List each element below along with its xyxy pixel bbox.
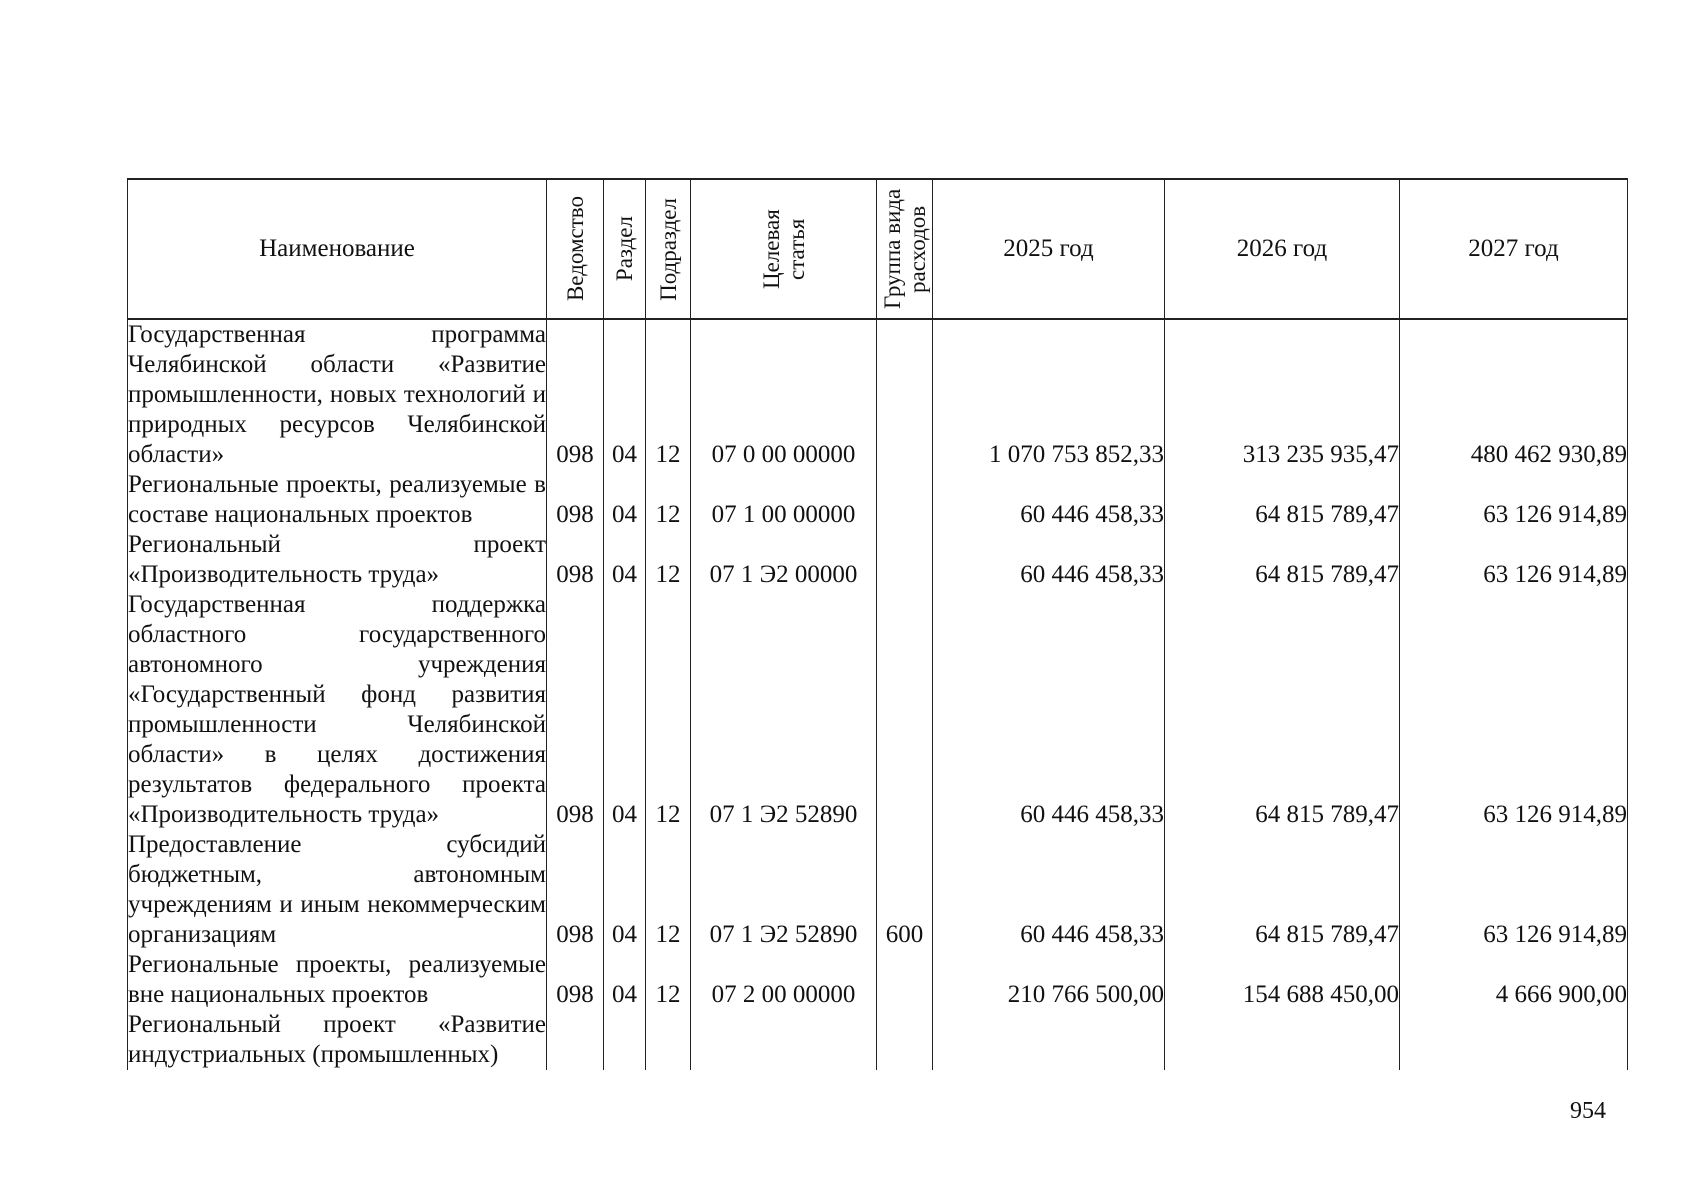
cell-gruppa — [877, 530, 933, 590]
header-vedomstvo — [547, 179, 604, 319]
cell-podrazdel: 12 — [646, 319, 691, 470]
cell-2026: 154 688 450,00 — [1165, 950, 1400, 1010]
cell-gruppa — [877, 590, 933, 830]
table-body — [128, 319, 1628, 1070]
table-row — [128, 950, 1628, 1010]
cell-podrazdel: 12 — [646, 530, 691, 590]
table-row — [128, 319, 1628, 470]
header-razdel-label: Раздел — [612, 216, 637, 282]
cell-2026: 64 815 789,47 — [1165, 830, 1400, 950]
cell-2027: 480 462 930,89 — [1400, 319, 1628, 470]
cell-vedomstvo: 098 — [547, 590, 604, 830]
header-tselevaya-statya-label: Целевая статья — [758, 209, 809, 289]
cell-2025: 60 446 458,33 — [933, 470, 1165, 530]
cell-tselevaya-statya: 07 1 Э2 00000 — [691, 530, 877, 590]
page-number: 954 — [1570, 1098, 1606, 1124]
cell-podrazdel: 12 — [646, 470, 691, 530]
cell-2027: 63 126 914,89 — [1400, 530, 1628, 590]
cell-name: Государственная программа Челябинской области «Развитие промышленности, новых технологий и природных ресурсов Челябинской области» — [128, 321, 546, 468]
cell-razdel: 04 — [604, 590, 646, 830]
header-tselevaya-statya — [691, 179, 877, 319]
cell-name: Региональный проект «Производительность труда» — [128, 531, 546, 588]
header-2025-label: 2025 год — [1003, 235, 1094, 262]
cell-2026: 64 815 789,47 — [1165, 530, 1400, 590]
cell-tselevaya-statya: 07 1 Э2 52890 — [691, 830, 877, 950]
table-row — [128, 590, 1628, 830]
cell-razdel — [604, 1010, 646, 1070]
budget-table — [127, 178, 1628, 1070]
cell-podrazdel: 12 — [646, 950, 691, 1010]
cell-2027: 63 126 914,89 — [1400, 470, 1628, 530]
header-name-label: Наименование — [259, 235, 415, 262]
cell-2025: 60 446 458,33 — [933, 830, 1165, 950]
cell-gruppa — [877, 1010, 933, 1070]
cell-name: Региональные проекты, реализуемые в составе национальных проектов — [128, 471, 546, 528]
cell-2026 — [1165, 1010, 1400, 1070]
cell-2026: 64 815 789,47 — [1165, 590, 1400, 830]
cell-2026: 313 235 935,47 — [1165, 319, 1400, 470]
header-gruppa-vida-raskhodov — [877, 179, 933, 319]
cell-tselevaya-statya — [691, 1010, 877, 1070]
cell-razdel: 04 — [604, 319, 646, 470]
header-2027-label: 2027 год — [1468, 235, 1559, 262]
cell-2026: 64 815 789,47 — [1165, 470, 1400, 530]
cell-vedomstvo: 098 — [547, 530, 604, 590]
cell-razdel: 04 — [604, 470, 646, 530]
cell-gruppa — [877, 950, 933, 1010]
cell-tselevaya-statya: 07 0 00 00000 — [691, 319, 877, 470]
cell-2025: 60 446 458,33 — [933, 530, 1165, 590]
table-row — [128, 530, 1628, 590]
cell-name: Предоставление субсидий бюджетным, автономным учреждениям и иным некоммерческим организациям — [128, 831, 546, 948]
cell-gruppa — [877, 319, 933, 470]
cell-vedomstvo: 098 — [547, 950, 604, 1010]
cell-tselevaya-statya: 07 2 00 00000 — [691, 950, 877, 1010]
header-razdel — [604, 179, 646, 319]
cell-gruppa — [877, 470, 933, 530]
cell-gruppa: 600 — [877, 830, 933, 950]
header-podrazdel-label: Подраздел — [655, 197, 681, 301]
header-name — [128, 179, 547, 319]
cell-podrazdel: 12 — [646, 830, 691, 950]
cell-vedomstvo: 098 — [547, 830, 604, 950]
table-header-row — [128, 179, 1628, 319]
cell-tselevaya-statya: 07 1 Э2 52890 — [691, 590, 877, 830]
cell-razdel: 04 — [604, 830, 646, 950]
header-2026 — [1165, 179, 1400, 319]
header-2027 — [1400, 179, 1628, 319]
cell-vedomstvo: 098 — [547, 319, 604, 470]
cell-vedomstvo — [547, 1010, 604, 1070]
cell-name: Региональные проекты, реализуемые вне национальных проектов — [128, 951, 546, 1008]
cell-name: Государственная поддержка областного государственного автономного учреждения «Государственный фонд развития промышленности Челябинской области» в целях достижения результатов федерального проекта «Производительность труда» — [128, 591, 546, 828]
cell-name: Региональный проект «Развитие индустриальных (промышленных) — [128, 1011, 546, 1068]
cell-podrazdel: 12 — [646, 590, 691, 830]
header-gruppa-label: Группа вида расходов — [879, 188, 930, 310]
header-2026-label: 2026 год — [1236, 235, 1328, 262]
cell-razdel: 04 — [604, 530, 646, 590]
cell-2025: 210 766 500,00 — [933, 950, 1165, 1010]
cell-2027 — [1400, 1010, 1628, 1070]
header-vedomstvo-label: Ведомство — [562, 196, 588, 302]
header-podrazdel — [646, 179, 691, 319]
table-row — [128, 830, 1628, 950]
cell-2027: 63 126 914,89 — [1400, 590, 1628, 830]
cell-tselevaya-statya: 07 1 00 00000 — [691, 470, 877, 530]
cell-razdel: 04 — [604, 950, 646, 1010]
cell-2027: 63 126 914,89 — [1400, 830, 1628, 950]
cell-vedomstvo: 098 — [547, 470, 604, 530]
table-row — [128, 470, 1628, 530]
cell-podrazdel — [646, 1010, 691, 1070]
cell-2027: 4 666 900,00 — [1400, 950, 1628, 1010]
cell-2025 — [933, 1010, 1165, 1070]
cell-2025: 60 446 458,33 — [933, 590, 1165, 830]
table-row — [128, 1010, 1628, 1070]
cell-2025: 1 070 753 852,33 — [933, 319, 1165, 470]
header-2025 — [933, 179, 1165, 319]
